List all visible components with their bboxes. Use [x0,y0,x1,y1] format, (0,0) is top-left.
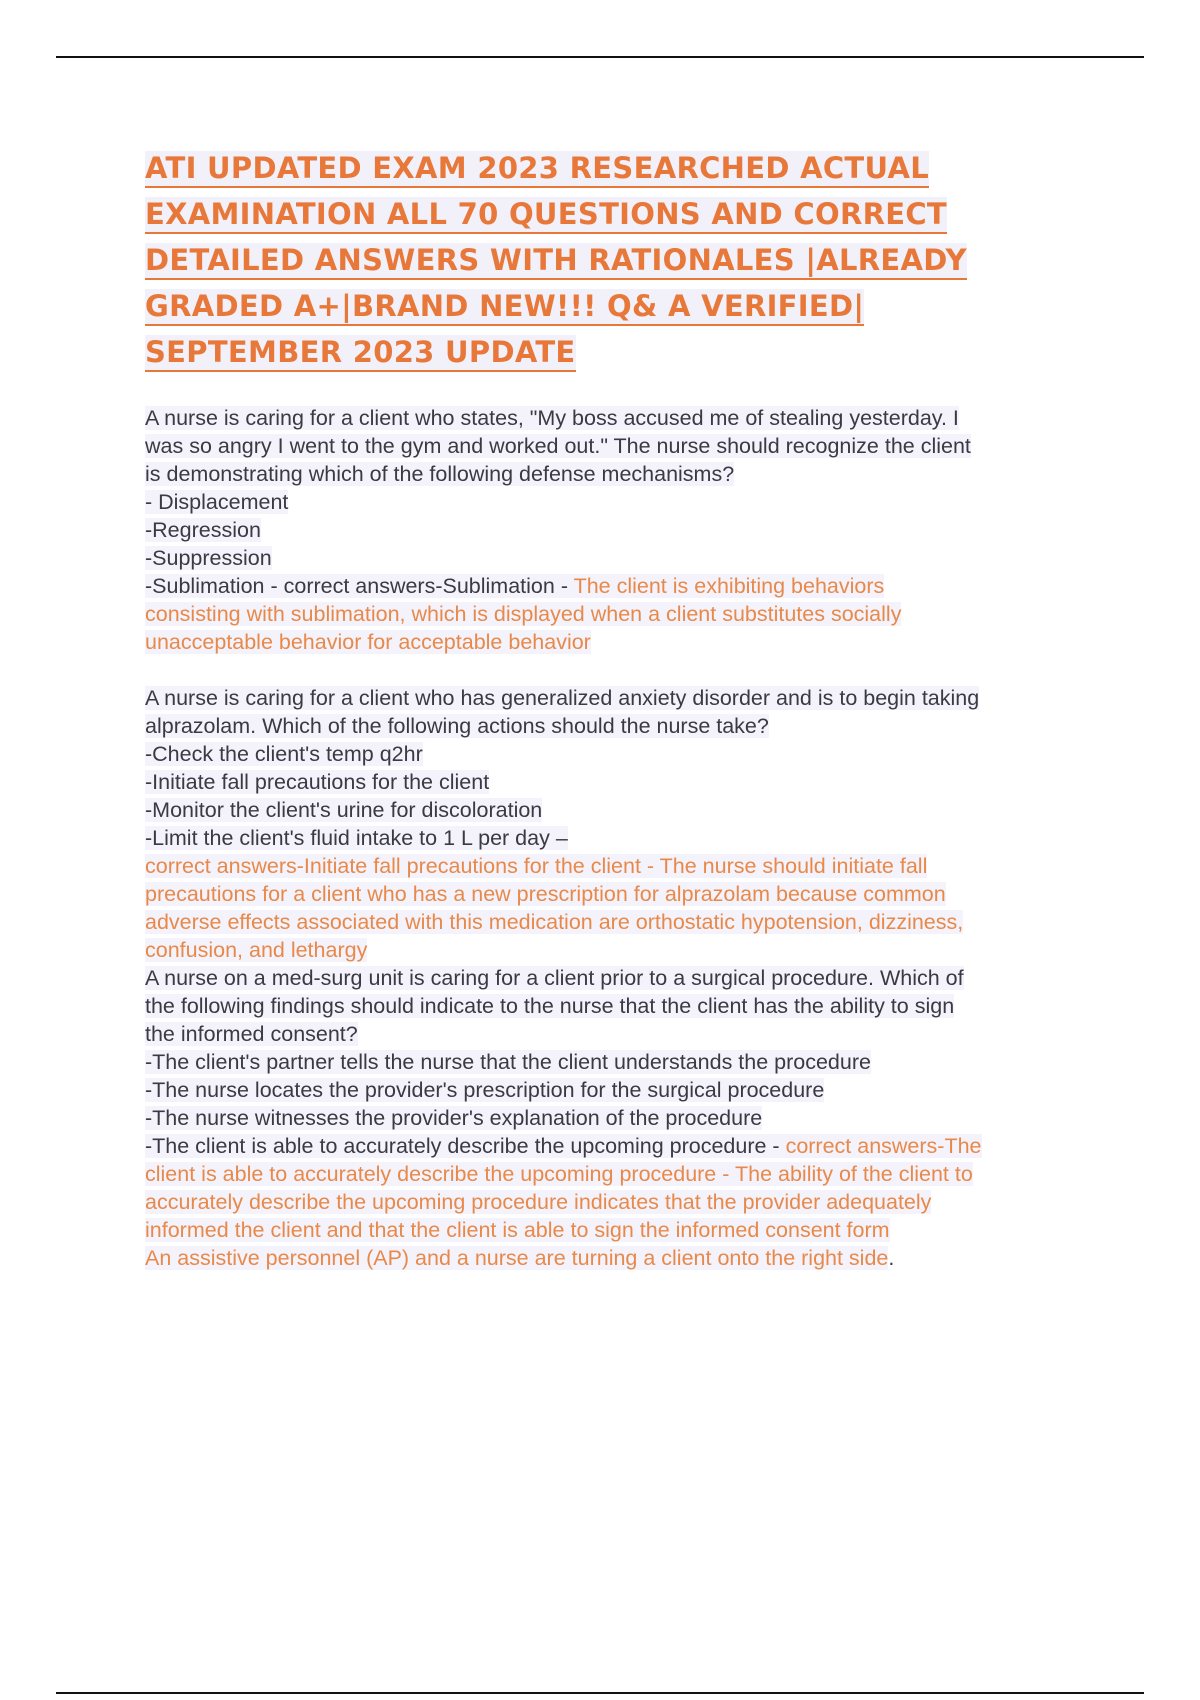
stem-line: was so angry I went to the gym and worked out." The nurse should recognize the client [145,434,971,458]
stem-line: A nurse is caring for a client who states, "My boss accused me of stealing yesterday. I [145,406,959,430]
option: -The nurse witnesses the provider's explanation of the procedure [145,1106,763,1130]
option: -Suppression [145,546,272,570]
stem-line: alprazolam. Which of the following actions should the nurse take? [145,714,769,738]
document-body [145,145,1100,1272]
title-line: EXAMINATION ALL 70 QUESTIONS AND CORRECT [145,197,947,234]
footer-rule [56,1692,1144,1694]
question-2 [145,684,1100,1272]
answer-text: informed the client and that the client is able to sign the informed consent form [145,1218,890,1242]
option-with-answer: -Sublimation - correct answers-Sublimation - [145,574,574,598]
option: -The client's partner tells the nurse that the client understands the procedure [145,1050,871,1074]
option: -The nurse locates the provider's prescription for the surgical procedure [145,1078,825,1102]
option: -Limit the client's fluid intake to 1 L per day – [145,826,568,850]
stem-line: is demonstrating which of the following defense mechanisms? [145,462,735,486]
question-4-end-mark: . [888,1246,895,1270]
rationale-text: unacceptable behavior for acceptable behavior [145,630,591,654]
answer-text: correct answers-The [785,1134,982,1158]
question-1-stem [145,404,1100,488]
answer-text: adverse effects associated with this medication are orthostatic hypotension, dizziness, [145,910,964,934]
question-2-body [145,684,1100,1048]
answer-text: precautions for a client who has a new prescription for alprazolam because common [145,882,946,906]
rationale-text: The client is exhibiting behaviors [573,574,885,598]
title-line: SEPTEMBER 2023 UPDATE [145,335,576,372]
stem-line: A nurse is caring for a client who has generalized anxiety disorder and is to begin taking [145,686,980,710]
question-3-options [145,1048,1100,1272]
question-1-options [145,488,1100,656]
stem-line: the following findings should indicate to the nurse that the client has the ability to sign [145,994,955,1018]
option: -Check the client's temp q2hr [145,742,423,766]
title-line: DETAILED ANSWERS WITH RATIONALES |ALREADY [145,243,967,280]
stem-line: A nurse on a med-surg unit is caring for a client prior to a surgical procedure. Which of [145,966,964,990]
answer-text: accurately describe the upcoming procedure indicates that the provider adequately [145,1190,932,1214]
option-with-answer: -The client is able to accurately describe the upcoming procedure - [145,1134,786,1158]
title-line: ATI UPDATED EXAM 2023 RESEARCHED ACTUAL [145,151,929,188]
question-4-stem: An assistive personnel (AP) and a nurse are turning a client onto the right side [145,1246,889,1270]
document-title [145,145,1100,375]
option: - Displacement [145,490,289,514]
option: -Monitor the client's urine for discoloration [145,798,543,822]
answer-text: confusion, and lethargy [145,938,368,962]
option: -Initiate fall precautions for the client [145,770,490,794]
question-1 [145,404,1100,656]
stem-line: the informed consent? [145,1022,358,1046]
option: -Regression [145,518,261,542]
answer-text: client is able to accurately describe the upcoming procedure - The ability of the client to [145,1162,973,1186]
header-rule [56,56,1144,58]
rationale-text: consisting with sublimation, which is displayed when a client substitutes socially [145,602,902,626]
answer-text: correct answers-Initiate fall precautions for the client - The nurse should initiate fall [145,854,928,878]
title-line: GRADED A+|BRAND NEW!!! Q& A VERIFIED| [145,289,864,326]
